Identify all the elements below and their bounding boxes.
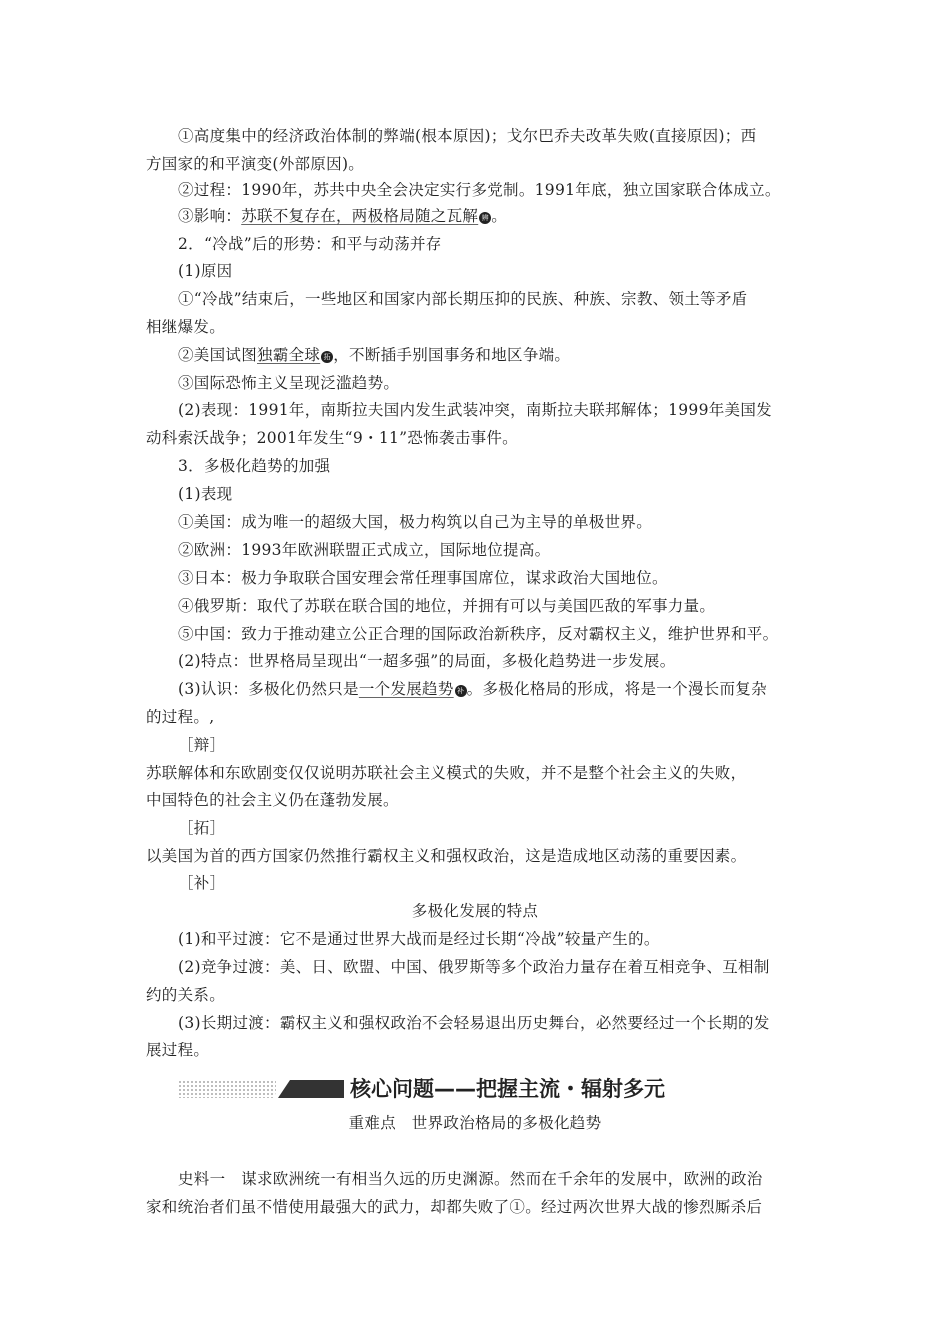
text-line (178, 345, 848, 365)
sub-heading: (1)表现 (178, 485, 233, 503)
note-tag: ［辩］ (178, 736, 226, 754)
text-line: ①“冷战”结束后，一些地区和国家内部长期压抑的民族、种族、宗教、领土等矛盾 (178, 290, 748, 308)
text-line: 中国特色的社会主义仍在蓬勃发展。 (146, 791, 399, 809)
text-line: 以美国为首的西方国家仍然推行霸权主义和强权政治，这是造成地区动荡的重要因素。 (146, 847, 747, 865)
section-banner (178, 1074, 678, 1104)
text-segment: (3)认识：多极化仍然只是 (178, 680, 359, 698)
text-line: 的过程。, (146, 708, 215, 726)
text-line: 家和统治者们虽不惜使用最强大的武力，却都失败了①。经过两次世界大战的惨烈厮杀后 (146, 1198, 763, 1216)
text-segment: ②美国试图 (178, 346, 258, 364)
underlined-text: 苏联不复存在，两极格局随之瓦解 (241, 207, 479, 225)
note-tag: ［补］ (178, 874, 226, 892)
banner-bar (278, 1080, 344, 1098)
text-line: (2)表现：1991年，南斯拉夫国内发生武装冲突，南斯拉夫联邦解体；1999年美国发 (178, 401, 772, 419)
annotation-marker-icon: 辨 (479, 212, 491, 224)
text-line: (1)和平过渡：它不是通过世界大战而是经过长期“冷战”较量产生的。 (178, 930, 660, 948)
underlined-text: 一个发展趋势 (358, 680, 454, 698)
text-line: ①美国：成为唯一的超级大国，极力构筑以自己为主导的单极世界。 (178, 513, 653, 531)
text-line: (2)竞争过渡：美、日、欧盟、中国、俄罗斯等多个政治力量存在着互相竞争、互相制 (178, 958, 770, 976)
text-segment: ，不断插手别国事务和地区争端。 (333, 346, 571, 364)
text-segment: ③影响： (178, 207, 242, 225)
box-title: 多极化发展的特点 (411, 902, 539, 920)
text-line: (3)长期过渡：霸权主义和强权政治不会轻易退出历史舞台，必然要经过一个长期的发 (178, 1014, 770, 1032)
underlined-text: 独霸全球 (257, 346, 321, 364)
text-line: 相继爆发。 (146, 318, 226, 336)
text-line: 动科索沃战争；2001年发生“9・11”恐怖袭击事件。 (146, 429, 518, 447)
text-line: (2)特点：世界格局呈现出“一超多强”的局面，多极化趋势进一步发展。 (178, 652, 676, 670)
sub-heading: (1)原因 (178, 262, 233, 280)
text-line (178, 206, 848, 226)
text-line: 方国家的和平演变(外部原因)。 (146, 155, 365, 173)
text-line: 约的关系。 (146, 986, 226, 1004)
text-line: ①高度集中的经济政治体制的弊端(根本原因)；戈尔巴乔夫改革失败(直接原因)；西 (178, 127, 757, 145)
text-line: 史料一 谋求欧洲统一有相当久远的历史渊源。然而在千余年的发展中，欧洲的政治 (178, 1170, 763, 1188)
text-line: ③日本：极力争取联合国安理会常任理事国席位，谋求政治大国地位。 (178, 569, 668, 587)
key-point-heading: 重难点 世界政治格局的多极化趋势 (348, 1114, 602, 1132)
section-heading: 3．多极化趋势的加强 (178, 457, 331, 475)
text-line: ③国际恐怖主义呈现泛滥趋势。 (178, 374, 400, 392)
text-line: ②欧洲：1993年欧洲联盟正式成立，国际地位提高。 (178, 541, 551, 559)
section-heading: 2．“冷战”后的形势：和平与动荡并存 (178, 235, 442, 253)
banner-dot-pattern (178, 1080, 276, 1098)
text-line: ⑤中国：致力于推动建立公正合理的国际政治新秩序，反对霸权主义，维护世界和平。 (178, 625, 779, 643)
text-line: ④俄罗斯：取代了苏联在联合国的地位，并拥有可以与美国匹敌的军事力量。 (178, 597, 716, 615)
banner-title: 核心问题——把握主流・辐射多元 (350, 1077, 665, 1101)
text-line: ②过程：1990年，苏共中央全会决定实行多党制。1991年底，独立国家联合体成立。 (178, 181, 781, 199)
text-line (178, 679, 848, 699)
text-segment: 。 (491, 207, 508, 225)
text-line: 苏联解体和东欧剧变仅仅说明苏联社会主义模式的失败，并不是整个社会主义的失败， (146, 764, 747, 782)
annotation-marker-icon: 补 (455, 685, 467, 697)
note-tag: ［拓］ (178, 819, 226, 837)
annotation-marker-icon: 拓 (321, 351, 333, 363)
text-line: 展过程。 (146, 1041, 210, 1059)
text-segment: 。多极化格局的形成，将是一个漫长而复杂 (466, 680, 767, 698)
